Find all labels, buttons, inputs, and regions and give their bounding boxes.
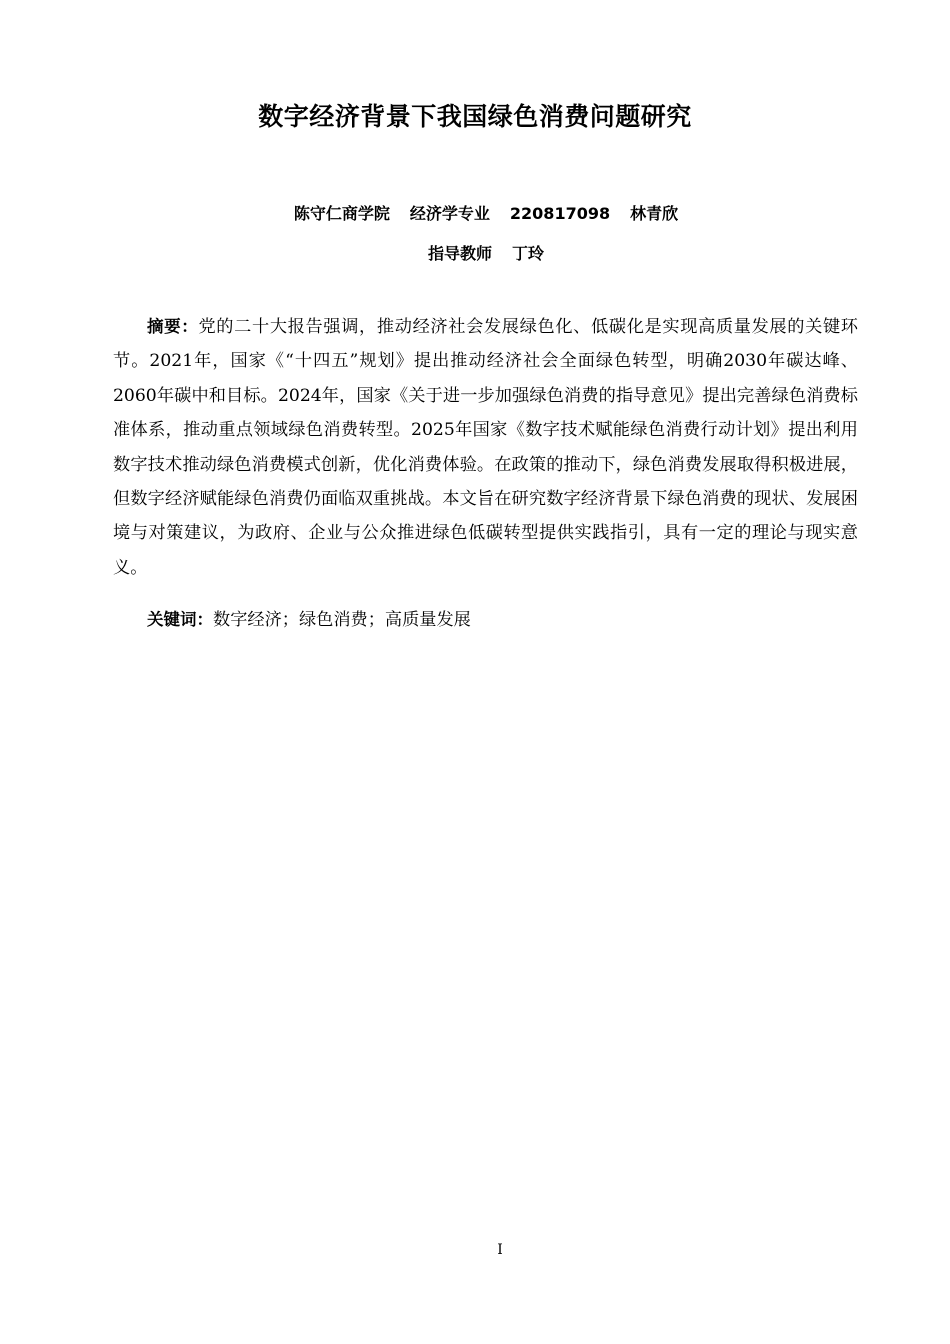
abstract-paragraph	[113, 310, 858, 585]
page-number: I	[497, 1242, 503, 1258]
college-name: 陈守仁商学院	[293, 204, 390, 223]
author-name: 林青欣	[630, 204, 679, 223]
abstract-text: 党的二十大报告强调，推动经济社会发展绿色化、低碳化是实现高质量发展的关键环节。2021年，国家《“十四五”规划》提出推动经济社会全面绿色转型，明确2030年碳达峰、2060年碳中和目标。2024年，国家《关于进一步加强绿色消费的指导意见》提出完善绿色消费标准体系，推动重点领域绿色消费转型。2025年国家《数字技术赋能绿色消费行动计划》提出利用数字技术推动绿色消费模式创新，优化消费体验。在政策的推动下，绿色消费发展取得积极进展，但数字经济赋能绿色消费仍面临双重挑战。本文旨在研究数字经济背景下绿色消费的现状、发展困境与对策建议，为政府、企业与公众推进绿色低碳转型提供实践指引，具有一定的理论与现实意义。	[113, 317, 858, 578]
paper-title: 数字经济背景下我国绿色消费问题研究	[258, 102, 692, 131]
keywords-paragraph	[147, 603, 471, 637]
keywords-label: 关键词：	[147, 610, 213, 629]
advisor-label: 指导教师	[427, 244, 492, 263]
advisor-name: 丁玲	[512, 244, 545, 263]
author-info-line	[0, 202, 950, 226]
advisor-info-line	[0, 242, 950, 266]
major-name: 经济学专业	[409, 204, 490, 223]
student-id: 220817098	[509, 204, 611, 223]
abstract-label: 摘要：	[147, 317, 199, 336]
keywords-text: 数字经济；绿色消费；高质量发展	[213, 610, 471, 630]
